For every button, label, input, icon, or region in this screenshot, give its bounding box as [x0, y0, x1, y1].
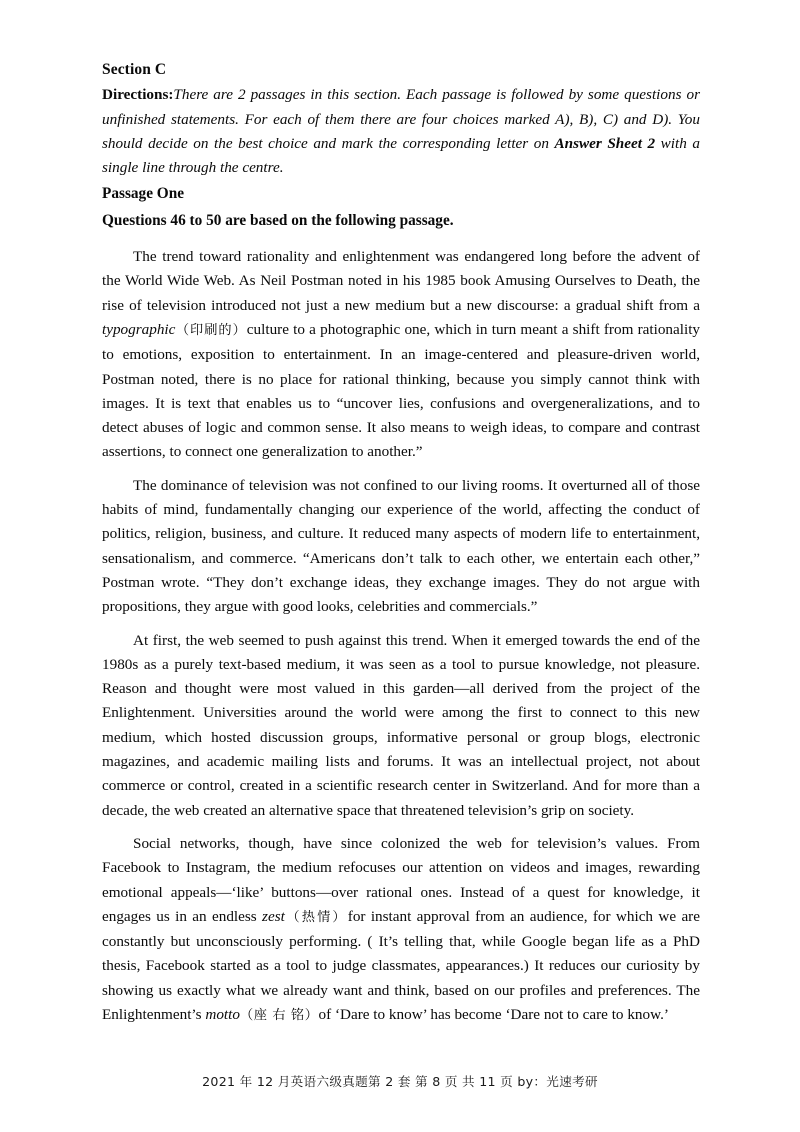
paragraph-text: for instant approval from an audience, for which we are constantly but unconsciously performing. ( It’s telling that, while Google began life as a PhD thesis, Facebook started as a tool to judge classmates, appearances.) It reduces our curiosity by showing us exactly what we already want and think, based on our profiles and preferences. The Enlightenment’s	[102, 907, 700, 1023]
directions-text-part2: with a single line through the centre.	[102, 134, 700, 177]
italic-term: zest	[262, 907, 285, 925]
directions-block	[102, 83, 700, 180]
chinese-gloss: （热情）	[284, 909, 348, 925]
paragraph-text: The dominance of television was not confined to our living rooms. It overturned all of those habits of mind, fundamentally changing our experience of the world, affecting the conduct of politics, religion, business, and culture. It reduced many aspects of modern life to entertainment, sensationalism, and commerce. “Americans don’t talk to each other, we entertain each other,” Postman wrote. “They don’t exchange ideas, they exchange images. They do not argue with propositions, they argue with good looks, celebrities and commercials.”	[102, 476, 700, 616]
directions-label: Directions:	[102, 86, 174, 104]
chinese-gloss: （印刷的）	[175, 322, 247, 338]
answer-sheet-reference: Answer Sheet 2	[554, 134, 656, 152]
passage-paragraph	[102, 233, 700, 465]
chinese-gloss: （座 右 铭）	[239, 1007, 319, 1023]
page-content	[102, 58, 700, 1028]
directions-text-part1: There are 2 passages in this section. Each passage is followed by some questions or unfinished statements. For each of them there are four choices marked A), B), C) and D). You should decide on the best choice and mark the corresponding letter on	[102, 86, 700, 152]
page-footer: 2021 年 12 月英语六级真题第 2 套 第 8 页 共 11 页 by：光速考研	[202, 1074, 598, 1089]
paragraph-text: culture to a photographic one, which in turn meant a shift from rationality to emotions, exposition to entertainment. In an image-centered and pleasure-driven world, Postman noted, there is no place for rational thinking, because you simply cannot think with images. It is text that enables us to “uncover lies, confusions and overgeneralizations, and to detect abuses of logic and common sense. It also means to weigh ideas, to compare and contrast assertions, to connect one generalization to another.”	[102, 320, 701, 461]
passage-paragraph	[102, 620, 700, 823]
section-heading: Section C	[102, 61, 167, 78]
questions-range-heading: Questions 46 to 50 are based on the following passage.	[102, 211, 454, 229]
italic-term: motto	[205, 1005, 240, 1023]
italic-term: typographic	[102, 320, 176, 338]
paragraph-text: Social networks, though, have since colonized the web for television’s values. From Facebook to Instagram, the medium refocuses our attention on videos and images, rewarding emotional appeals—‘like’ buttons—over rational ones. Instead of a quest for knowledge, it engages us in an endless	[102, 834, 700, 925]
paragraph-text: The trend toward rationality and enlightenment was endangered long before the advent of the World Wide Web. As Neil Postman noted in his 1985 book Amusing Ourselves to Death, the rise of television introduced not just a new medium but a new discourse: a gradual shift from a	[102, 248, 700, 314]
paragraph-text: At first, the web seemed to push against this trend. When it emerged towards the end of the 1980s as a purely text-based medium, it was seen as a tool to pursue knowledge, not pleasure. Reason and thought were most valued in this garden—all derived from the project of the Enlightenment. Universities around the world were among the first to connect to this new medium, which hosted discussion groups, informative personal or group blogs, electronic magazines, and academic mailing lists and forums. It was an intellectual project, not about commerce or control, created in a scientific research center in Switzerland. And for more than a decade, the web created an alternative space that threatened television’s grip on society.	[102, 631, 700, 819]
passage-body	[102, 233, 700, 1028]
passage-paragraph	[102, 823, 700, 1028]
passage-heading: Passage One	[102, 185, 185, 203]
passage-paragraph	[102, 465, 700, 620]
paragraph-text: of ‘Dare to know’ has become ‘Dare not to care to know.’	[318, 1005, 669, 1023]
